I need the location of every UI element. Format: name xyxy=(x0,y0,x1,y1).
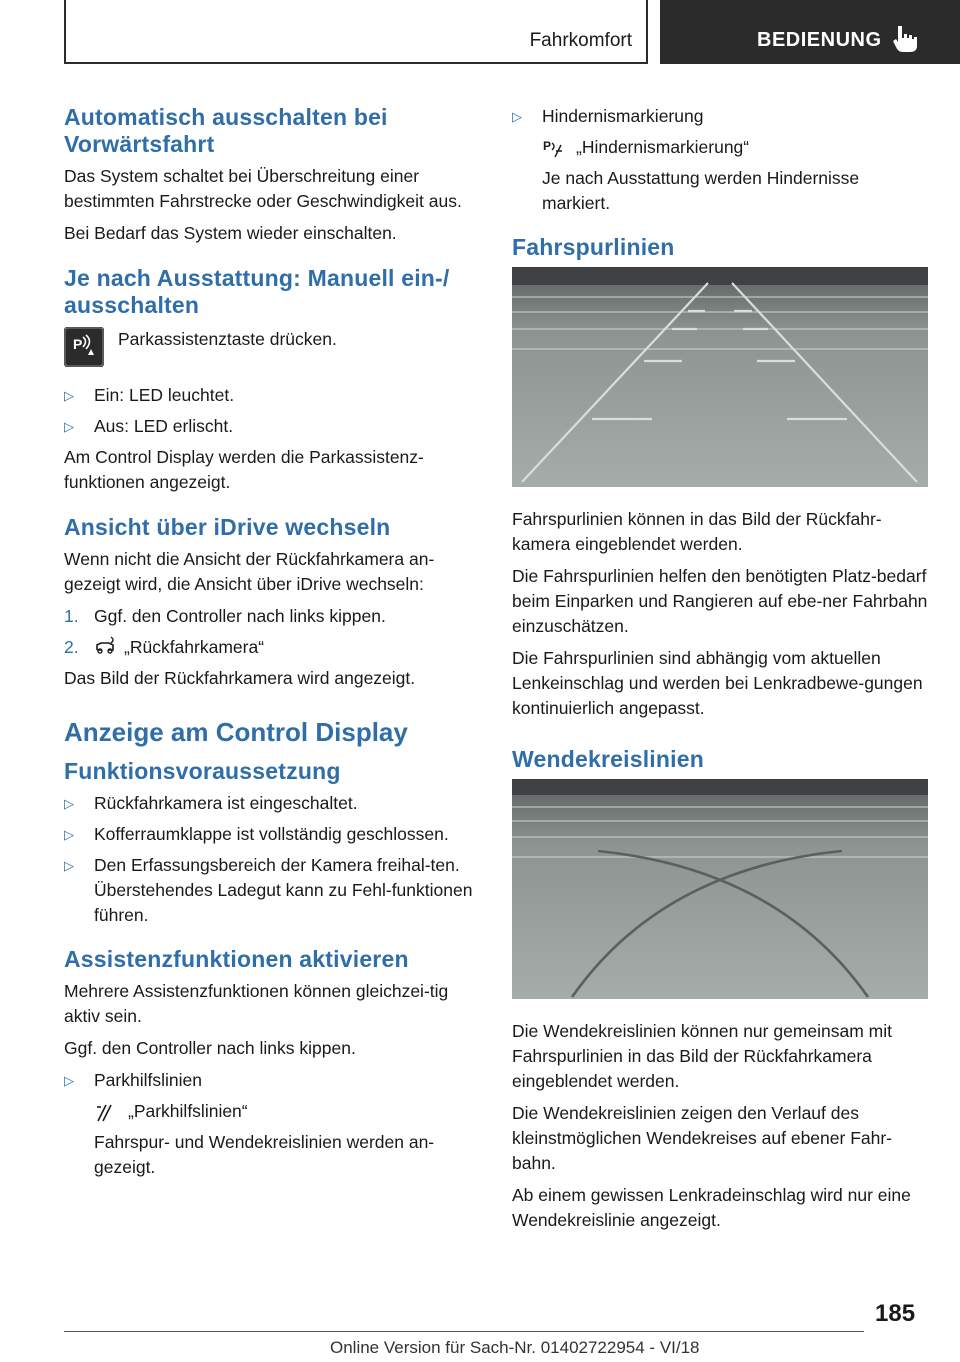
header-section-label: Fahrkomfort xyxy=(529,30,632,51)
park-assist-button-row xyxy=(64,325,484,367)
paragraph: Das System schaltet bei Überschreitung einer bestimmten Fahrstrecke oder Geschwindigkeit aus. xyxy=(64,166,462,211)
page-number: 185 xyxy=(875,1300,916,1327)
list-item: ▷ Parkhilfslinien „Parkhilfslinien“ Fahrspur- und Wendekreislinien werden an-gezeigt. xyxy=(64,1068,484,1180)
park-assist-button-icon xyxy=(64,327,104,367)
paragraph: Fahrspurlinien können in das Bild der Rückfahr-kamera eingeblendet werden. xyxy=(512,509,882,554)
list-item: ▷ Kofferraumklappe ist vollständig geschlossen. xyxy=(64,822,484,847)
pointing-hand-icon xyxy=(892,24,920,54)
step-item: 2. „Rückfahrkamera“ xyxy=(64,637,265,657)
list-item: ▷ Den Erfassungsbereich der Kamera freihal-ten. Überstehendes Ladegut kann zu Fehl-funktionen führen. xyxy=(64,855,473,925)
triangle-bullet-icon: ▷ xyxy=(64,388,74,403)
heading-lane-lines: Fahrspurlinien xyxy=(512,234,675,260)
requirements-list xyxy=(64,791,484,928)
list-item: ▷ Ein: LED leuchtet. xyxy=(64,383,484,408)
obstacle-marking-icon xyxy=(542,137,564,159)
heading-turn-circle-lines: Wendekreislinien xyxy=(512,746,704,772)
steps-list xyxy=(64,604,484,660)
obstacle-list xyxy=(512,104,932,216)
triangle-bullet-icon: ▷ xyxy=(64,858,74,873)
footer-divider xyxy=(64,1331,864,1332)
heading-requirements: Funktionsvoraussetzung xyxy=(64,758,341,784)
heading-view-switch: Ansicht über iDrive wechseln xyxy=(64,514,391,540)
header-chapter-tab xyxy=(660,0,960,64)
triangle-bullet-icon: ▷ xyxy=(64,796,74,811)
paragraph: Mehrere Assistenzfunktionen können gleichzei-tig aktiv sein. xyxy=(64,981,449,1026)
menu-entry: P „Hindernismarkierung“ xyxy=(543,137,750,157)
triangle-bullet-icon: ▷ xyxy=(64,827,74,842)
menu-entry: „Parkhilfslinien“ xyxy=(94,1099,484,1124)
right-column xyxy=(512,104,932,1240)
paragraph: Die Wendekreislinien können nur gemeinsam mit Fahrspurlinien in das Bild der Rückfahrkamera eingeblendet werden. xyxy=(512,1021,893,1091)
heading-manual-switch: Je nach Ausstattung: Manuell ein-/ ausschalten xyxy=(64,265,450,318)
led-list xyxy=(64,383,484,439)
paragraph: Wenn nicht die Ansicht der Rückfahrkamera an-gezeigt wird, die Ansicht über iDrive wechseln: xyxy=(64,549,435,594)
left-column xyxy=(64,104,484,1186)
paragraph: Bei Bedarf das System wieder einschalten. xyxy=(64,223,397,243)
header-chapter-label: BEDIENUNG xyxy=(757,29,882,51)
svg-text:P: P xyxy=(73,336,83,352)
step-item: 1. Ggf. den Controller nach links kippen. xyxy=(64,606,386,626)
paragraph: Das Bild der Rückfahrkamera wird angezeigt. xyxy=(64,668,416,688)
paragraph: Ab einem gewissen Lenkradeinschlag wird nur eine Wendekreislinie angezeigt. xyxy=(512,1185,911,1230)
paragraph: Am Control Display werden die Parkassistenz-funktionen angezeigt. xyxy=(64,447,424,492)
heading-control-display: Anzeige am Control Display xyxy=(64,717,408,747)
rear-camera-icon xyxy=(94,635,116,657)
paragraph: Die Wendekreislinien zeigen den Verlauf des kleinstmöglichen Wendekreises auf ebener Fahr-bahn. xyxy=(512,1103,893,1173)
list-item: ▷ Rückfahrkamera ist eingeschaltet. xyxy=(64,791,484,816)
paragraph: Die Fahrspurlinien sind abhängig vom aktuellen Lenkeinschlag und werden bei Lenkradbewe-gungen kontinuierlich angepasst. xyxy=(512,648,923,718)
list-item: ▷ Hindernismarkierung P „Hindernismarkierung“ Je nach Ausstattung werden Hindernisse markiert. xyxy=(512,104,932,216)
button-instruction: Parkassistenztaste drücken. xyxy=(118,329,337,349)
parking-lines-icon xyxy=(94,1101,116,1123)
heading-activate-assist: Assistenzfunktionen aktivieren xyxy=(64,946,409,972)
triangle-bullet-icon: ▷ xyxy=(64,419,74,434)
paragraph: Die Fahrspurlinien helfen den benötigten Platz-bedarf beim Einparken und Rangieren auf ebe-ner Fahrbahn einzuschätzen. xyxy=(512,566,928,636)
heading-auto-off: Automatisch ausschalten bei Vorwärtsfahrt xyxy=(64,104,388,157)
triangle-bullet-icon: ▷ xyxy=(64,1073,74,1088)
turn-circle-lines-image xyxy=(512,779,928,999)
footer-version-text: Online Version für Sach-Nr. 01402722954 - VI/18 xyxy=(330,1338,700,1357)
assist-list xyxy=(64,1068,484,1180)
paragraph: Ggf. den Controller nach links kippen. xyxy=(64,1038,356,1058)
header-section-tab xyxy=(64,0,648,64)
triangle-bullet-icon: ▷ xyxy=(512,109,522,124)
svg-text:P: P xyxy=(543,138,552,153)
list-item: ▷ Aus: LED erlischt. xyxy=(64,414,484,439)
lane-lines-image xyxy=(512,267,928,487)
